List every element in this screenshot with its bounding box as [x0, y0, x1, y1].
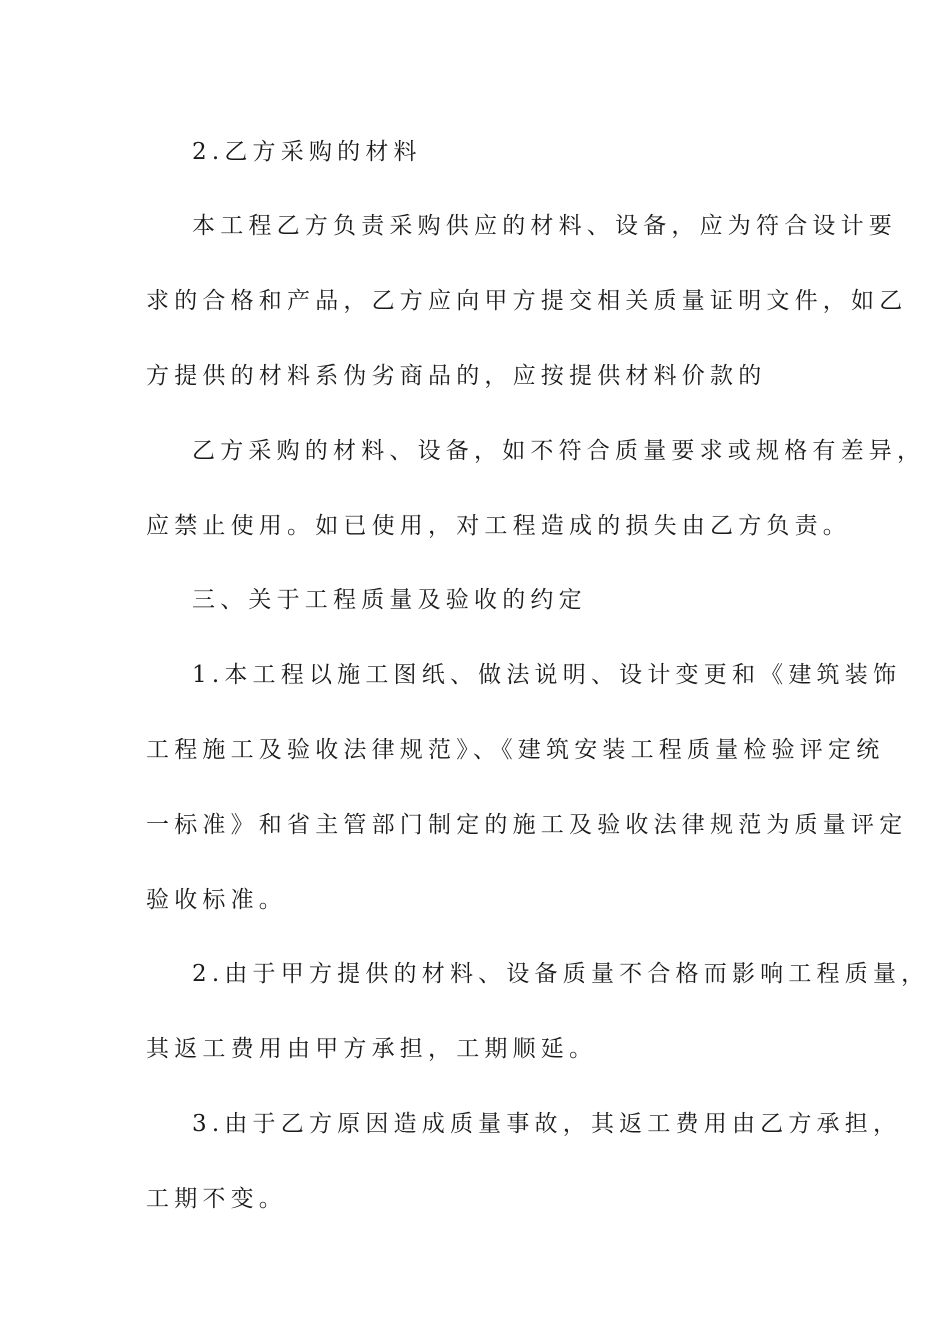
paragraph-line: 求的合格和产品，乙方应向甲方提交相关质量证明文件，如乙	[146, 288, 908, 314]
paragraph-line: 2.由于甲方提供的材料、设备质量不合格而影响工程质量，	[192, 961, 930, 987]
paragraph-line: 工期不变。	[146, 1186, 287, 1212]
paragraph-line: 本工程乙方负责采购供应的材料、设备，应为符合设计要	[192, 213, 897, 239]
paragraph-line: 一标准》和省主管部门制定的施工及验收法律规范为质量评定	[146, 812, 908, 838]
paragraph-line: 其返工费用由甲方承担，工期顺延。	[146, 1036, 598, 1062]
paragraph-line: 1.本工程以施工图纸、做法说明、设计变更和《建筑装饰	[192, 662, 902, 688]
paragraph-line: 工程施工及验收法律规范》、《建筑安装工程质量检验评定统	[146, 737, 885, 763]
paragraph-line: 方提供的材料系伪劣商品的，应按提供材料价款的	[146, 363, 767, 389]
paragraph-line: 3.由于乙方原因造成质量事故，其返工费用由乙方承担，	[192, 1111, 902, 1137]
paragraph-line: 乙方采购的材料、设备，如不符合质量要求或规格有差异，	[192, 438, 926, 464]
paragraph-line: 验收标准。	[146, 887, 287, 913]
heading-supplier-materials: 2.乙方采购的材料	[192, 139, 422, 165]
section-heading-quality-acceptance: 三、关于工程质量及验收的约定	[192, 587, 587, 613]
paragraph-line: 应禁止使用。如已使用，对工程造成的损失由乙方负责。	[146, 513, 851, 539]
